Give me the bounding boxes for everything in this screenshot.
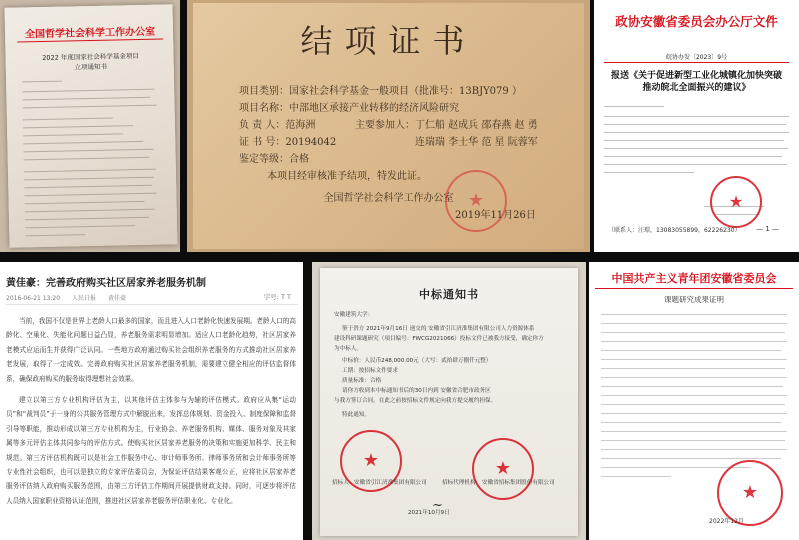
- bidder-seal: ★: [340, 430, 402, 492]
- row-label: 负 责 人：: [239, 120, 286, 131]
- cyl-document-tile: [589, 262, 799, 540]
- article-title: 黄佳豪：完善政府购买社区居家养老服务机制: [6, 278, 206, 289]
- row-value: 合格: [289, 154, 309, 165]
- font-size-control[interactable]: 字号: T T: [263, 293, 291, 301]
- row-label: 项目名称：: [239, 103, 289, 114]
- article-date: 2016-06-21 13:20: [6, 295, 61, 302]
- row-label: 鉴定等级：: [239, 154, 289, 165]
- notice-photo-tile: [0, 0, 180, 252]
- row-value: 20194042: [285, 137, 337, 148]
- article-author: 黄佳豪: [107, 295, 126, 302]
- notice-line-7: 请你方收到本中标通知书后的30日内到 安徽省合肥市政务区: [342, 388, 491, 394]
- row-principal: [239, 116, 315, 131]
- notice-line-5: 工期：按招标文件要求: [342, 368, 398, 374]
- certificate-date: 2019年11月26日: [455, 210, 536, 221]
- row-project-type: [239, 82, 522, 97]
- cyl-header: 中国共产主义青年团安徽省委员会: [611, 272, 777, 285]
- document-header: 政协安徽省委员会办公厅文件: [615, 14, 778, 29]
- meta-divider: [6, 304, 298, 305]
- notice-body-lines: [5, 4, 173, 8]
- members-line-2: 连瑞瑞 李士华 范 星 阮蓉军: [415, 137, 538, 148]
- document-title-line-2: 推动皖北全面振兴的建议》: [642, 83, 751, 93]
- bid-notice-date: 2021年10月9日: [408, 510, 450, 516]
- article-source[interactable]: 人民日报: [72, 295, 97, 302]
- page-number: — 1 —: [756, 225, 779, 233]
- cyl-subtitle: 课题研究成果证明: [664, 295, 724, 304]
- official-seal: ★: [710, 176, 762, 228]
- row-label: 项目类别：: [239, 86, 289, 97]
- notice-subtitle-2: 立项通知书: [74, 62, 108, 72]
- agent-label: 招标代理机构：: [442, 480, 482, 486]
- article-tile: [0, 262, 303, 540]
- article-meta: [6, 293, 296, 302]
- document-number: 皖协办发〔2023〕9号: [665, 54, 728, 61]
- row-label: 证 书 号：: [239, 137, 286, 148]
- bidder-name: 安徽省引江济淮集团有限公司: [354, 480, 427, 486]
- document-title: [606, 70, 787, 94]
- certificate-issuer: 全国哲学社会科学工作办公室: [323, 193, 454, 204]
- notice-line-9: 特此通知。: [342, 412, 370, 418]
- bid-notice-tile: [312, 262, 586, 540]
- certificate-statement: 本项目经审核准予结项，特发此证。: [267, 171, 427, 182]
- row-certificate-no: [239, 133, 336, 148]
- official-seal: ★: [445, 170, 507, 232]
- row-value: 中部地区承接产业转移的经济风险研究: [289, 103, 459, 114]
- cppcc-document-tile: [594, 0, 799, 252]
- row-grade: [239, 150, 309, 165]
- article-paragraph-1: 当前，我国不仅是世界上老龄人口最多的国家，而且进入人口老龄化快速发展期。老龄人口的高龄化、空巢化、失能化问题日益凸显，养老服务需求明显增加。适应人口老龄化趋势，社区居家养老模式应运而生并获得广泛认同。一些地方政府通过购买社会组织养老服务的方式推动社区居家养老发展，取得了一定成效。完善政府购买社区居家养老服务机制，需要建立健全相应的评估监督体系，确保政府购买的服务取得理想社会效果。: [6, 317, 296, 383]
- document-contact: （联系人：汪璟，13083055899，62226230）: [608, 227, 741, 234]
- members-line-1: 丁仁船 赵成兵 邵春燕 赵 勇: [415, 120, 538, 131]
- notice-line-3: 为中标人。: [334, 346, 362, 352]
- row-project-name: [239, 99, 459, 114]
- addressee: 安徽建筑大学：: [334, 312, 374, 318]
- bidder-label: 招标人：: [332, 480, 355, 486]
- header-divider: [604, 62, 789, 63]
- notice-line-1: 鉴于贵方 2021年9月16日 递交的 安徽省引江济淮集团有限公司人力资源体系: [342, 326, 535, 332]
- row-value: 国家社会科学基金一般项目（批准号：13BJY079 ）: [289, 86, 522, 97]
- document-title-line-1: 报送《关于促进新型工业化城镇化加快突破: [610, 71, 782, 81]
- handwritten-date: ~: [432, 498, 443, 513]
- cyl-seal: ★: [717, 460, 783, 526]
- bid-notice-title: 中标通知书: [419, 288, 479, 301]
- article-paragraph-2: 建立以第三方专业机构评估为主，以其他评估主体参与为辅的评估模式。政府应从集“运动员”和“裁判员”于一身的公共服务管理方式中解脱出来，发挥总体规划、资金投入、制度保障和监督引导等职能，推动形成以第三方专业机构为主，行业协会、养老服务机构、媒体、服务对象及其家属等多元评估主体共同参与的评估方式。使购买社区居家养老服务的决策和实施更加科学、民主和规范。第三方评估机构既可以是社会工作服务中心、审计师事务所、律师事务所和会计师事务所等专业性社会组织，也可以是独立的专家评估委员会，为保证评估结果客观公正，应将社区居家养老服务评估纳入政府购买服务范围，由第三方评估工作期间开展提供财政支持。同时，可逐步将评估人员纳入国家职业资格认证范围，推进社区居家养老服务评估职业化、专业化。: [6, 396, 296, 505]
- header-divider: [595, 288, 793, 289]
- cyl-date: 2022年12月: [709, 518, 744, 525]
- notice-line-2: 建设科研课题研究（项目编号：FWCG2021066）投标文件已被我方接受，确定你方: [334, 336, 544, 342]
- row-value: 范海洲: [285, 120, 316, 131]
- members-label: 主要参加人：: [355, 120, 415, 131]
- notice-paper: [5, 4, 178, 247]
- notice-line-4: 中标价：人民币248,000.00元（大写：贰拾肆万捌仟元整）: [342, 358, 492, 364]
- notice-header: 全国哲学社会科学工作办公室: [24, 26, 156, 41]
- notice-subtitle-1: 2022 年度国家社会科学基金项目: [42, 51, 139, 63]
- certificate-title: 结项证书: [300, 22, 477, 60]
- notice-line-8: 与我方签订合同，在此之前按招标文件规定向我方提交履约担保。: [334, 398, 497, 404]
- agent-name: 安徽省招标集团股份有限公司: [482, 480, 555, 486]
- completion-certificate-tile: [187, 0, 590, 252]
- agent-seal: ★: [472, 438, 534, 500]
- notice-line-6: 质量标准：合格: [342, 378, 382, 384]
